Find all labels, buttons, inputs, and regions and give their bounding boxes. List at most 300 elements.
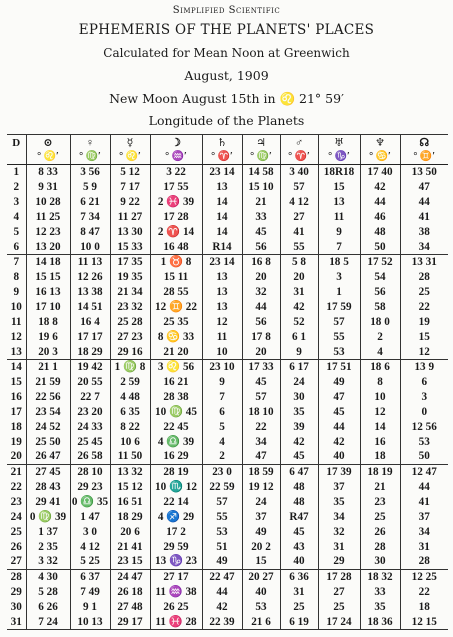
sun-cell: 2 35 xyxy=(26,539,70,554)
node-cell: 13 9 xyxy=(400,359,448,374)
saturn-cell: 22 59 xyxy=(202,480,242,495)
uranus-cell: 57 xyxy=(318,314,360,329)
mars-cell: 6 17 xyxy=(280,359,318,374)
table-row xyxy=(7,239,448,254)
venus-cell: 11 13 xyxy=(70,255,110,270)
neptune-cell: 8 xyxy=(360,375,400,390)
node-cell: 13 31 xyxy=(400,255,448,270)
node-cell: 31 xyxy=(400,539,448,554)
saturn-cell: 55 xyxy=(202,509,242,524)
mars-symbol: ♂ xyxy=(280,135,318,151)
venus-cell: 7 49 xyxy=(70,585,110,600)
saturn-cell: 6 xyxy=(202,405,242,420)
moon-unit: ° ♒′ xyxy=(150,150,202,165)
uranus-cell: 27 xyxy=(318,585,360,600)
moon-cell: 28 55 xyxy=(150,285,202,300)
venus-cell: 16 4 xyxy=(70,314,110,329)
mercury-cell: 4 48 xyxy=(110,390,150,405)
venus-cell: 20 55 xyxy=(70,375,110,390)
venus-cell: 22 7 xyxy=(70,390,110,405)
sun-cell: 0 ♍ 39 xyxy=(26,509,70,524)
moon-cell: 4 ♎ 39 xyxy=(150,434,202,449)
day-cell: 4 xyxy=(13,210,20,223)
neptune-cell: 46 xyxy=(360,210,400,225)
uranus-cell: 55 xyxy=(318,329,360,344)
venus-cell: 24 33 xyxy=(70,419,110,434)
mars-cell: 52 xyxy=(280,314,318,329)
day-cell: 29 xyxy=(10,586,22,599)
mercury-cell: 15 12 xyxy=(110,480,150,495)
node-cell: 37 xyxy=(400,509,448,524)
uranus-cell: 44 xyxy=(318,419,360,434)
sun-cell: 21 1 xyxy=(26,359,70,374)
node-cell: 53 xyxy=(400,434,448,449)
mercury-cell: 6 35 xyxy=(110,405,150,420)
node-cell: 28 xyxy=(400,554,448,569)
jupiter-cell: 56 xyxy=(242,239,280,254)
venus-cell: 8 47 xyxy=(70,224,110,239)
saturn-cell: 42 xyxy=(202,599,242,614)
publisher-heading: Simplified Scientific xyxy=(172,5,281,16)
uranus-cell: 13 xyxy=(318,195,360,210)
table-row xyxy=(7,569,448,584)
jupiter-cell: 32 xyxy=(242,285,280,300)
mercury-cell: 29 16 xyxy=(110,344,150,359)
sun-cell: 13 20 xyxy=(26,239,70,254)
sun-cell: 7 24 xyxy=(26,614,70,629)
moon-cell: 26 25 xyxy=(150,599,202,614)
jupiter-cell: 57 xyxy=(242,390,280,405)
sun-cell: 20 3 xyxy=(26,344,70,359)
venus-symbol: ♀ xyxy=(70,135,110,151)
day-cell: 21 xyxy=(7,464,26,479)
venus-cell: 29 23 xyxy=(70,480,110,495)
venus-cell: 6 21 xyxy=(70,195,110,210)
saturn-cell: 22 47 xyxy=(202,569,242,584)
day-cell: 8 xyxy=(13,271,20,284)
jupiter-cell: 18 10 xyxy=(242,405,280,420)
venus-cell: 5 25 xyxy=(70,554,110,569)
day-cell: 17 xyxy=(10,405,22,418)
mercury-cell: 7 17 xyxy=(110,180,150,195)
uranus-cell: 17 51 xyxy=(318,359,360,374)
mars-cell: 5 8 xyxy=(280,255,318,270)
jupiter-cell: 45 xyxy=(242,375,280,390)
mars-cell: R47 xyxy=(280,509,318,524)
day-cell: 30 xyxy=(10,600,22,613)
table-row xyxy=(7,524,448,539)
day-symbol: D xyxy=(7,135,26,151)
node-cell: 47 xyxy=(400,180,448,195)
node-cell: 44 xyxy=(400,480,448,495)
sun-cell: 6 26 xyxy=(26,599,70,614)
jupiter-cell: 20 2 xyxy=(242,539,280,554)
table-row xyxy=(7,509,448,524)
node-cell: 18 xyxy=(400,599,448,614)
node-cell: 6 xyxy=(400,375,448,390)
moon-cell: 12 ♊ 22 xyxy=(150,300,202,315)
moon-cell: 16 21 xyxy=(150,375,202,390)
saturn-cell: 9 xyxy=(202,375,242,390)
mercury-cell: 23 15 xyxy=(110,554,150,569)
table-row xyxy=(7,359,448,374)
neptune-cell: 58 xyxy=(360,300,400,315)
jupiter-cell: 34 xyxy=(242,434,280,449)
jupiter-cell: 47 xyxy=(242,449,280,464)
mercury-cell: 19 35 xyxy=(110,270,150,285)
jupiter-cell: 44 xyxy=(242,300,280,315)
sun-cell: 3 32 xyxy=(26,554,70,569)
saturn-cell: R14 xyxy=(202,239,242,254)
mercury-cell: 21 34 xyxy=(110,285,150,300)
day-cell: 27 xyxy=(10,555,22,568)
table-row xyxy=(7,419,448,434)
day-cell: 12 xyxy=(10,330,22,343)
table-row xyxy=(7,329,448,344)
saturn-cell: 13 xyxy=(202,285,242,300)
jupiter-cell: 14 58 xyxy=(242,165,280,180)
jupiter-cell: 20 27 xyxy=(242,569,280,584)
node-cell: 34 xyxy=(400,524,448,539)
day-cell: 11 xyxy=(10,315,22,328)
node-cell: 12 47 xyxy=(400,464,448,479)
neptune-unit: ° ♋′ xyxy=(360,150,400,165)
mercury-cell: 24 47 xyxy=(110,569,150,584)
day-unit xyxy=(7,150,26,165)
moon-cell: 16 29 xyxy=(150,449,202,464)
month-heading: August, 1909 xyxy=(184,68,269,83)
day-cell: 15 xyxy=(10,376,22,389)
moon-cell: 17 2 xyxy=(150,524,202,539)
sun-cell: 10 28 xyxy=(26,195,70,210)
sun-cell: 9 31 xyxy=(26,180,70,195)
mars-cell: 55 xyxy=(280,239,318,254)
mercury-cell: 16 51 xyxy=(110,495,150,510)
moon-cell: 17 55 xyxy=(150,180,202,195)
uranus-cell: 17 28 xyxy=(318,569,360,584)
moon-cell: 3 22 xyxy=(150,165,202,180)
moon-cell: 28 19 xyxy=(150,464,202,479)
ephemeris-body xyxy=(7,165,448,630)
moon-cell: 22 45 xyxy=(150,419,202,434)
saturn-cell: 10 xyxy=(202,344,242,359)
sun-cell: 11 25 xyxy=(26,210,70,225)
table-row xyxy=(7,390,448,405)
node-cell: 44 xyxy=(400,195,448,210)
mercury-cell: 13 32 xyxy=(110,464,150,479)
sign-unit-row xyxy=(7,150,448,165)
jupiter-cell: 22 xyxy=(242,419,280,434)
day-cell: 5 xyxy=(13,225,20,238)
moon-cell: 3 ♌ 56 xyxy=(150,359,202,374)
mars-cell: 43 xyxy=(280,539,318,554)
mercury-cell: 27 48 xyxy=(110,599,150,614)
day-cell: 25 xyxy=(10,525,22,538)
table-row xyxy=(7,599,448,614)
uranus-cell: 17 24 xyxy=(318,614,360,629)
neptune-cell: 56 xyxy=(360,285,400,300)
table-row xyxy=(7,285,448,300)
mercury-unit: ° ♌′ xyxy=(110,150,150,165)
node-cell: 15 xyxy=(400,329,448,344)
jupiter-cell: 21 6 xyxy=(242,614,280,629)
mars-cell: 27 xyxy=(280,210,318,225)
neptune-cell: 48 xyxy=(360,224,400,239)
sun-cell: 26 47 xyxy=(26,449,70,464)
jupiter-cell: 53 xyxy=(242,599,280,614)
moon-cell: 11 ♓ 28 xyxy=(150,614,202,629)
uranus-cell: 7 xyxy=(318,239,360,254)
saturn-cell: 11 xyxy=(202,329,242,344)
page-title: EPHEMERIS OF THE PLANETS' PLACES xyxy=(78,22,375,38)
moon-cell: 28 38 xyxy=(150,390,202,405)
jupiter-cell: 17 8 xyxy=(242,329,280,344)
uranus-cell: 53 xyxy=(318,344,360,359)
mercury-cell: 11 27 xyxy=(110,210,150,225)
table-row xyxy=(7,585,448,600)
neptune-cell: 23 xyxy=(360,495,400,510)
node-cell: 41 xyxy=(400,495,448,510)
venus-cell: 17 17 xyxy=(70,329,110,344)
neptune-cell: 30 xyxy=(360,554,400,569)
day-cell: 28 xyxy=(7,569,26,584)
node-cell: 19 xyxy=(400,314,448,329)
venus-cell: 10 13 xyxy=(70,614,110,629)
day-cell: 22 xyxy=(10,481,22,494)
sun-cell: 1 37 xyxy=(26,524,70,539)
neptune-cell: 18 32 xyxy=(360,569,400,584)
jupiter-cell: 49 xyxy=(242,524,280,539)
day-cell: 10 xyxy=(10,301,22,314)
day-cell: 9 xyxy=(13,286,20,299)
saturn-cell: 13 xyxy=(202,270,242,285)
neptune-cell: 21 xyxy=(360,480,400,495)
mercury-cell: 9 22 xyxy=(110,195,150,210)
sun-cell: 28 43 xyxy=(26,480,70,495)
neptune-cell: 16 xyxy=(360,434,400,449)
day-cell: 18 xyxy=(10,420,22,433)
mercury-cell: 18 29 xyxy=(110,509,150,524)
table-row xyxy=(7,344,448,359)
jupiter-cell: 56 xyxy=(242,314,280,329)
uranus-cell: 17 59 xyxy=(318,300,360,315)
moon-cell: 1 ♉ 8 xyxy=(150,255,202,270)
node-cell: 34 xyxy=(400,239,448,254)
table-row xyxy=(7,165,448,180)
day-cell: 24 xyxy=(10,510,22,523)
moon-cell: 8 ♋ 33 xyxy=(150,329,202,344)
jupiter-cell: 18 59 xyxy=(242,464,280,479)
moon-cell: 4 ♐ 29 xyxy=(150,509,202,524)
node-cell: 22 xyxy=(400,300,448,315)
day-cell: 16 xyxy=(10,391,22,404)
mars-cell: 42 xyxy=(280,300,318,315)
uranus-cell: 47 xyxy=(318,390,360,405)
saturn-cell: 57 xyxy=(202,495,242,510)
moon-symbol: ☽ xyxy=(150,135,202,151)
uranus-cell: 17 39 xyxy=(318,464,360,479)
neptune-cell: 10 xyxy=(360,390,400,405)
mars-cell: 6 36 xyxy=(280,569,318,584)
day-cell: 3 xyxy=(13,196,20,209)
node-cell: 12 xyxy=(400,344,448,359)
day-cell: 7 xyxy=(7,255,26,270)
mars-cell: 40 xyxy=(280,554,318,569)
mercury-cell: 10 6 xyxy=(110,434,150,449)
mars-cell: 3 40 xyxy=(280,165,318,180)
uranus-cell: 35 xyxy=(318,495,360,510)
node-cell: 12 15 xyxy=(400,614,448,629)
planet-symbol-row xyxy=(7,135,448,151)
saturn-cell: 4 xyxy=(202,434,242,449)
jupiter-cell: 45 xyxy=(242,224,280,239)
saturn-cell: 23 14 xyxy=(202,165,242,180)
day-cell: 23 xyxy=(10,495,22,508)
day-cell: 2 xyxy=(13,181,20,194)
jupiter-cell: 20 xyxy=(242,344,280,359)
venus-cell: 18 29 xyxy=(70,344,110,359)
day-cell: 13 xyxy=(10,345,22,358)
sun-cell: 25 50 xyxy=(26,434,70,449)
table-row xyxy=(7,539,448,554)
sun-cell: 4 30 xyxy=(26,569,70,584)
day-cell: 1 xyxy=(13,166,20,179)
node-cell: 41 xyxy=(400,210,448,225)
mercury-cell: 23 32 xyxy=(110,300,150,315)
table-row xyxy=(7,405,448,420)
sun-cell: 14 18 xyxy=(26,255,70,270)
sun-cell: 8 33 xyxy=(26,165,70,180)
node-cell: 12 25 xyxy=(400,569,448,584)
table-row xyxy=(7,495,448,510)
moon-cell: 15 11 xyxy=(150,270,202,285)
saturn-cell: 2 xyxy=(202,449,242,464)
neptune-cell: 2 xyxy=(360,329,400,344)
moon-cell: 10 ♏ 12 xyxy=(150,480,202,495)
uranus-cell: 29 xyxy=(318,554,360,569)
neptune-cell: 28 xyxy=(360,539,400,554)
saturn-cell: 7 xyxy=(202,390,242,405)
jupiter-cell: 33 xyxy=(242,210,280,225)
jupiter-unit: ° ♍′ xyxy=(242,150,280,165)
moon-cell: 25 35 xyxy=(150,314,202,329)
sun-symbol: ⊙ xyxy=(26,135,70,151)
uranus-cell: 37 xyxy=(318,480,360,495)
saturn-cell: 14 xyxy=(202,195,242,210)
mars-cell: 31 xyxy=(280,585,318,600)
neptune-cell: 50 xyxy=(360,239,400,254)
moon-cell: 16 48 xyxy=(150,239,202,254)
node-cell: 50 xyxy=(400,449,448,464)
saturn-unit: ° ♈′ xyxy=(202,150,242,165)
mars-cell: 45 xyxy=(280,449,318,464)
venus-unit: ° ♍′ xyxy=(70,150,110,165)
saturn-cell: 13 xyxy=(202,180,242,195)
mars-cell: 25 xyxy=(280,599,318,614)
table-row xyxy=(7,180,448,195)
uranus-cell: 42 xyxy=(318,434,360,449)
node-cell: 25 xyxy=(400,285,448,300)
node-unit: ° ♊′ xyxy=(400,150,448,165)
moon-cell: 21 20 xyxy=(150,344,202,359)
sun-cell: 24 52 xyxy=(26,419,70,434)
table-row xyxy=(7,255,448,270)
venus-cell: 10 0 xyxy=(70,239,110,254)
neptune-symbol: ♆ xyxy=(360,135,400,151)
neptune-cell: 54 xyxy=(360,270,400,285)
day-cell: 6 xyxy=(13,240,20,253)
venus-cell: 14 51 xyxy=(70,300,110,315)
jupiter-symbol: ♃ xyxy=(242,135,280,151)
venus-cell: 4 12 xyxy=(70,539,110,554)
venus-cell: 3 0 xyxy=(70,524,110,539)
mars-cell: 6 19 xyxy=(280,614,318,629)
venus-cell: 23 20 xyxy=(70,405,110,420)
saturn-cell: 51 xyxy=(202,539,242,554)
mercury-cell: 2 59 xyxy=(110,375,150,390)
jupiter-cell: 24 xyxy=(242,495,280,510)
sun-cell: 23 54 xyxy=(26,405,70,420)
uranus-cell: 49 xyxy=(318,375,360,390)
mars-cell: 42 xyxy=(280,434,318,449)
table-row xyxy=(7,464,448,479)
table-row xyxy=(7,449,448,464)
jupiter-cell: 15 10 xyxy=(242,180,280,195)
day-cell: 14 xyxy=(7,359,26,374)
jupiter-cell: 15 xyxy=(242,554,280,569)
neptune-cell: 4 xyxy=(360,344,400,359)
sun-cell: 29 41 xyxy=(26,495,70,510)
longitude-heading: Longitude of the Planets xyxy=(148,113,305,128)
table-row xyxy=(7,314,448,329)
day-cell: 31 xyxy=(7,614,26,629)
sun-cell: 16 13 xyxy=(26,285,70,300)
neptune-cell: 12 xyxy=(360,405,400,420)
mercury-cell: 29 17 xyxy=(110,614,150,629)
mercury-cell: 17 35 xyxy=(110,255,150,270)
jupiter-cell: 17 33 xyxy=(242,359,280,374)
saturn-cell: 14 xyxy=(202,224,242,239)
sun-cell: 19 6 xyxy=(26,329,70,344)
mercury-cell: 5 12 xyxy=(110,165,150,180)
sun-cell: 27 45 xyxy=(26,464,70,479)
mars-cell: 6 47 xyxy=(280,464,318,479)
moon-cell: 2 ♓ 39 xyxy=(150,195,202,210)
venus-cell: 1 47 xyxy=(70,509,110,524)
sun-cell: 15 15 xyxy=(26,270,70,285)
table-row xyxy=(7,210,448,225)
venus-cell: 3 56 xyxy=(70,165,110,180)
saturn-cell: 23 14 xyxy=(202,255,242,270)
venus-cell: 12 26 xyxy=(70,270,110,285)
table-row xyxy=(7,480,448,495)
neptune-cell: 33 xyxy=(360,585,400,600)
moon-cell: 29 59 xyxy=(150,539,202,554)
uranus-cell: 45 xyxy=(318,405,360,420)
mars-cell: 4 12 xyxy=(280,195,318,210)
venus-cell: 9 1 xyxy=(70,599,110,614)
neptune-cell: 18 xyxy=(360,449,400,464)
jupiter-cell: 21 xyxy=(242,195,280,210)
table-row xyxy=(7,270,448,285)
node-cell: 22 xyxy=(400,585,448,600)
neptune-cell: 44 xyxy=(360,195,400,210)
saturn-cell: 23 10 xyxy=(202,359,242,374)
moon-cell: 10 ♍ 45 xyxy=(150,405,202,420)
moon-cell: 11 ♒ 38 xyxy=(150,585,202,600)
mercury-cell: 11 50 xyxy=(110,449,150,464)
sun-cell: 18 8 xyxy=(26,314,70,329)
